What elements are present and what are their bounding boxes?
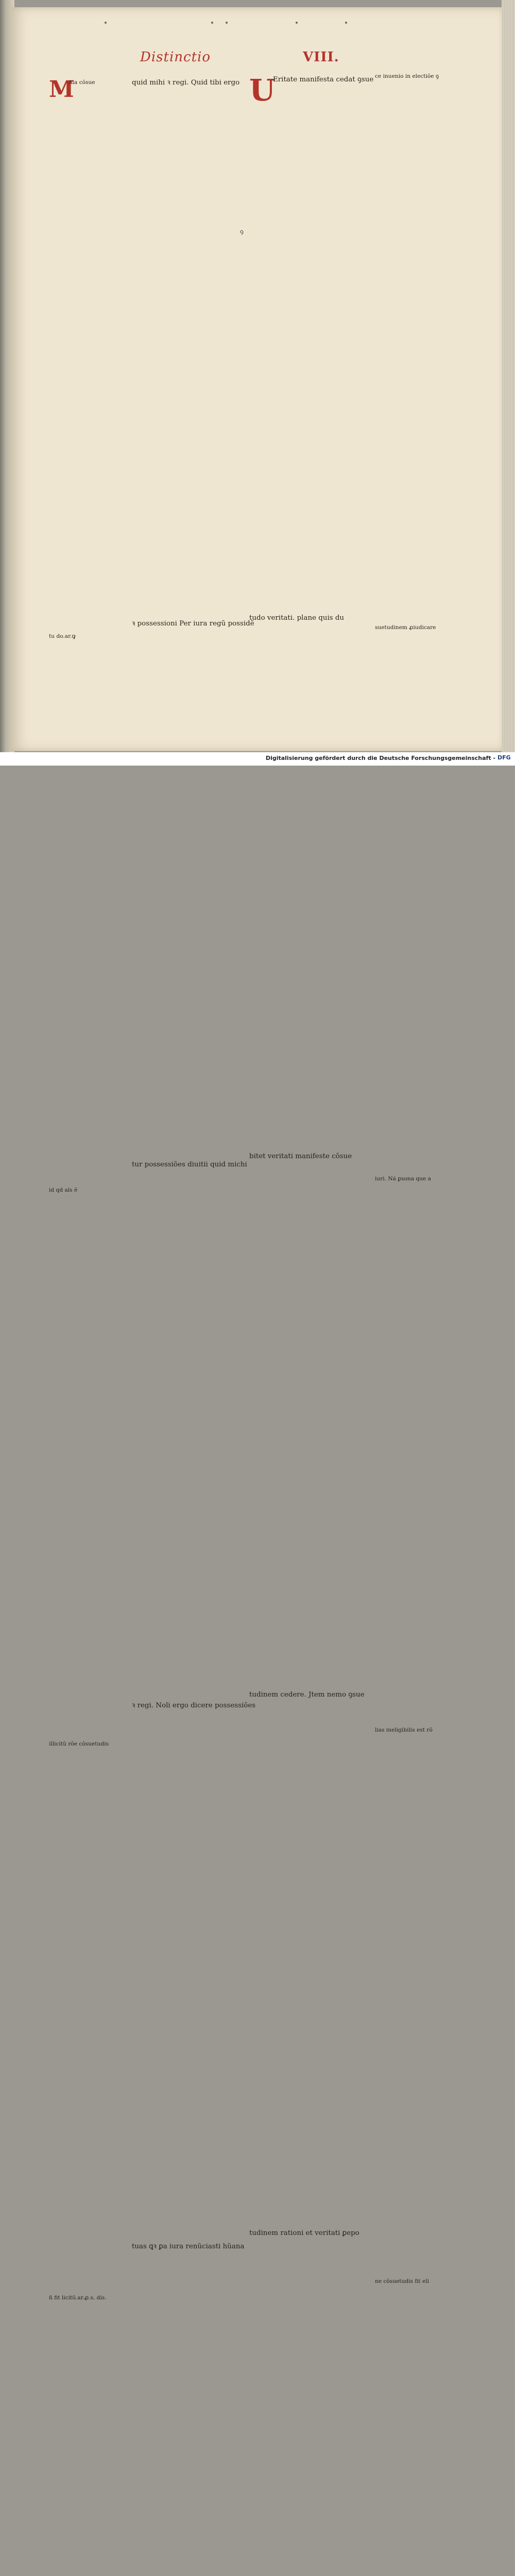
rubricated-initial: M	[49, 76, 74, 103]
footer-bar	[0, 752, 515, 766]
col2-line: ꝛ possessioni Per iura regũ possidẽ	[132, 620, 254, 628]
pinholes	[0, 22, 515, 25]
col4-line: lias ineligibilis est rõ	[375, 1727, 433, 1733]
col4-line: ce inuenio in electiõe ꝯ	[375, 73, 439, 79]
col4-line: iuri. Ná ꝑsona que a	[375, 1176, 431, 1182]
col4-line: ne cõsuetudis fit eli	[375, 2278, 430, 2284]
funding-credit: Digitalisierung gefördert durch die Deutsche Forschungsgemeinschaft -	[265, 755, 495, 761]
col1-line: id qd als ẽ	[49, 1187, 78, 1193]
dfg-logo: DFG	[497, 754, 511, 761]
running-head-right: VIII.	[303, 49, 339, 65]
text-column-left	[132, 77, 256, 2250]
marginal-mark: ꝰ	[240, 228, 244, 239]
col1-line: tu do.ar.ꝙ	[49, 633, 76, 639]
col1-line: illicitũ rõe cõsuetudis	[49, 1741, 109, 1747]
col2-line: quid mihi ꝛ regi. Quid tibi ergo	[132, 79, 240, 87]
col3-line: tudinem cedere. Jtem nemo ꝯsue	[249, 1691, 365, 1699]
col2-line: ꝛ regi. Noli ergo dicere possessiões	[132, 1702, 256, 1709]
col3-line: tudinem rationi et veritati ꝑepo	[249, 2229, 359, 2237]
col1-line: Ala cõsue	[68, 79, 95, 86]
col2-line: tur possessiões diuitii quid michi	[132, 1161, 247, 1168]
gloss-column-left	[49, 76, 123, 2301]
col3-line: tudo veritati. plane quis du	[249, 614, 345, 622]
gloss-column-right	[375, 71, 442, 2284]
col3-line: bitet veritati manifeste cõsue	[249, 1153, 352, 1160]
col1-line: ñ fit licitũ.ar.ꝓ.s. dis.	[49, 2295, 107, 2301]
text-column-right	[249, 73, 374, 2237]
rubricated-initial: U	[249, 73, 276, 108]
col4-line: suetudinem ꝓiudicare	[375, 624, 436, 631]
page-stack-edge	[502, 0, 515, 752]
col2-line: tuas ꝗꝛ ꝑa iura renũciasti hũana	[132, 2243, 245, 2250]
running-head-left: Distinctio	[140, 49, 211, 65]
col3-line: Eritate manifesta cedat ꝯsue	[273, 76, 374, 83]
